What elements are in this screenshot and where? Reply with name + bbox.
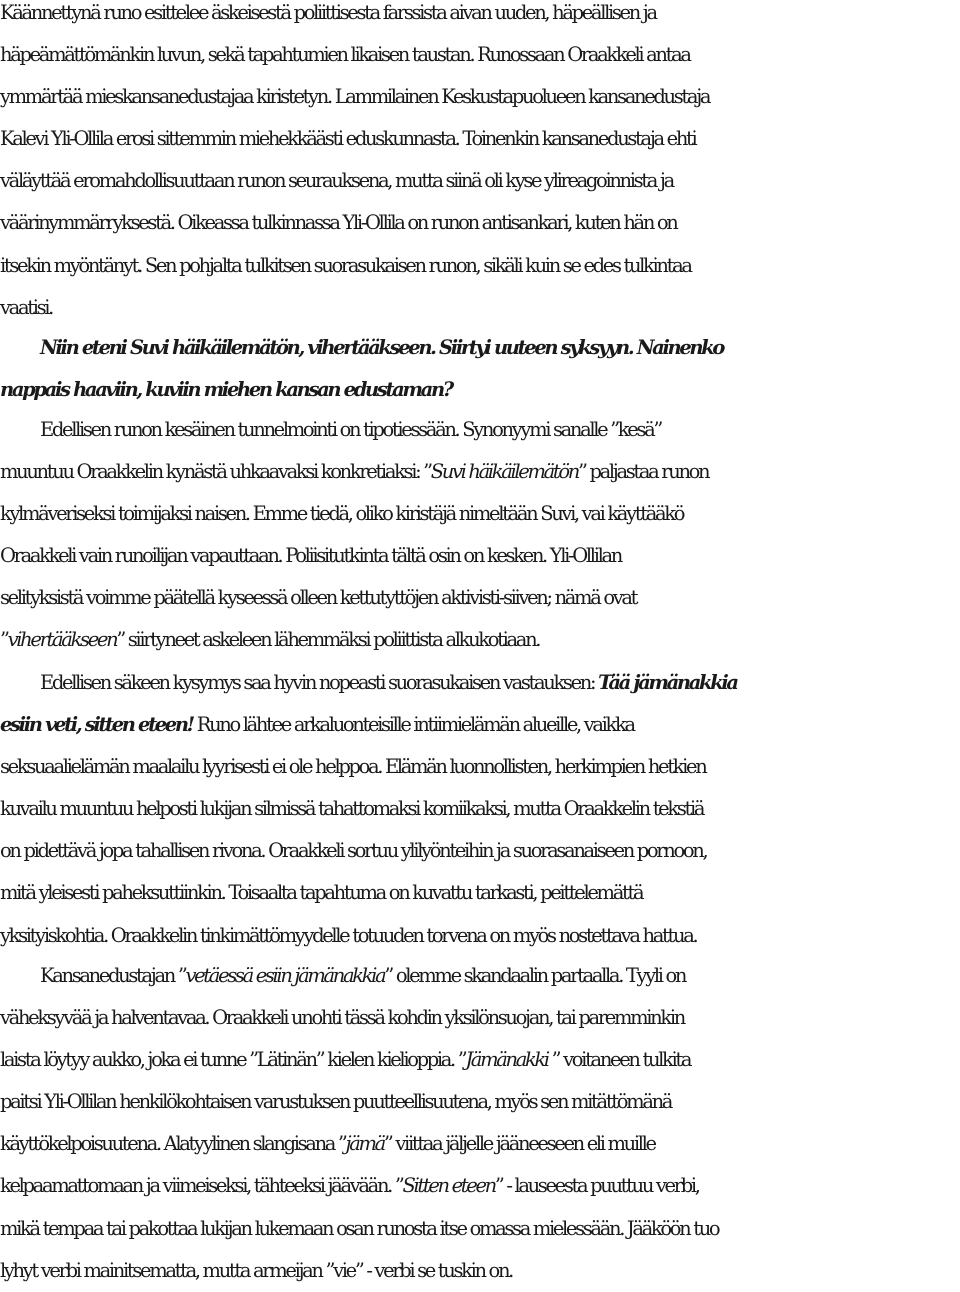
text-line [0, 704, 960, 746]
text-line: Oraakkeli vain runoilijan vapauttaan. Poliisitutkinta tältä osin on kesken. Yli-Ollilan [0, 544, 621, 568]
text-line: Käännettynä runo esittelee äskeisestä poliittisesta farssista aivan uuden, häpeällisen ja [0, 1, 656, 24]
italic-run: jämä [345, 1132, 384, 1156]
text-line [0, 1123, 960, 1165]
text-line [0, 619, 960, 661]
text-line [0, 662, 960, 704]
text-run: ” - lauseesta puuttuu verbi, [494, 1174, 699, 1198]
poem-quote [0, 327, 960, 411]
text-run: ” siirtyneet askeleen lähemmäksi poliittista alkukotiaan. [116, 628, 540, 652]
text-run: kelpaamattomaan ja viimeiseksi, tähteeksi jäävään. ” [0, 1174, 403, 1198]
text-run: Edellisen säkeen kysymys saa hyvin nopeasti suorasukaisen vastauksen: [40, 671, 599, 694]
paragraph-5 [0, 955, 960, 1292]
text-run: käyttökelpoisuutena. Alatyylinen slangisana ” [0, 1132, 346, 1156]
text-line: vaatisi. [0, 295, 52, 319]
text-run: ” paljastaa runon [578, 460, 709, 484]
text-run: ” olemme skandaalin partaalla. Tyyli on [384, 964, 686, 987]
text-line: nappais haaviin, kuviin miehen kansan edustaman? [0, 378, 452, 402]
text-run: ” viittaa jäljelle jääneeseen eli muille [383, 1132, 655, 1156]
paragraph-4 [0, 662, 960, 957]
text-line: Niin eteni Suvi häikäilemätön, vihertääkseen. Siirtyi uuteen syksyyn. Nainenko [40, 336, 724, 359]
italic-run: vetäessä esiin jämänakkia [185, 964, 385, 987]
text-line: yksityiskohtia. Oraakkelin tinkimättömyydelle totuuden torvena on myös nostettava hattua. [0, 923, 697, 947]
text-line: mitä yleisesti paheksuttiinkin. Toisaalta tapahtuma on kuvattu tarkasti, peittelemättä [0, 881, 643, 905]
text-run: Runo lähtee arkaluonteisille intiimielämän alueille, vaikka [192, 713, 634, 737]
italic-run: Sitten eteen [402, 1174, 495, 1198]
text-line: Edellisen runon kesäinen tunnelmointi on tipotiessään. Synonyymi sanalle ”kesä” [40, 418, 662, 441]
text-line: kuvailu muuntuu helposti lukijan silmissä tahattomaksi komiikaksi, mutta Oraakkelin tekstiä [0, 797, 704, 821]
italic-run: Suvi häikäilemätön [430, 460, 578, 484]
paragraph-1 [0, 0, 960, 329]
text-line [0, 955, 960, 997]
bold-italic-run: Tää jämänakkia [598, 671, 737, 694]
text-run: muuntuu Oraakkelin kynästä uhkaavaksi konkretiaksi: ” [0, 460, 431, 484]
text-line [0, 1039, 960, 1081]
text-line: paitsi Yli-Ollilan henkilökohtaisen varustuksen puutteellisuutena, myös sen mitättömänä [0, 1090, 672, 1114]
text-line: selityksistä voimme päätellä kyseessä olleen kettutyttöjen aktivisti-siiven; nämä ovat [0, 586, 637, 610]
text-run: Kansanedustajan ” [40, 964, 186, 987]
text-line [0, 1165, 960, 1207]
text-line: väläyttää eromahdollisuuttaan runon seurauksena, mutta siinä oli kyse ylireagoinnista ja [0, 169, 673, 193]
text-run: ” [0, 628, 8, 652]
text-line: väheksyvää ja halventavaa. Oraakkeli unohti tässä kohdin yksilönsuojan, tai paremminkin [0, 1006, 684, 1030]
text-line [0, 451, 960, 493]
text-line: mikä tempaa tai pakottaa lukijan lukemaan osan runosta itse omassa mielessään. Jääköön tuo [0, 1216, 719, 1240]
text-line: seksuaalielämän maalailu lyyrisesti ei ole helppoa. Elämän luonnollisten, herkimpien hetkien [0, 755, 706, 779]
text-line: ymmärtää mieskansanedustajaa kiristetyn. Lammilainen Keskustapuolueen kansanedustaja [0, 85, 710, 109]
text-line: on pidettävä jopa tahallisen rivona. Oraakkeli sortuu ylilyönteihin ja suorasanaiseen pornoon, [0, 839, 707, 863]
text-line: itsekin myöntänyt. Sen pohjalta tulkitsen suorasukaisen runon, sikäli kuin se edes tulkintaa [0, 253, 691, 277]
text-line: lyhyt verbi mainitsematta, mutta armeijan ”vie” - verbi se tuskin on. [0, 1258, 513, 1282]
italic-run: Jämänakki [465, 1048, 552, 1072]
text-line: häpeämättömänkin luvun, sekä tapahtumien likaisen taustan. Runossaan Oraakkeli antaa [0, 43, 690, 67]
text-line: väärinymmärryksestä. Oikeassa tulkinnassa Yli-Ollila on runon antisankari, kuten hän on [0, 211, 677, 235]
paragraph-3 [0, 409, 960, 662]
text-run: laista löytyy aukko, joka ei tunne ”Lätinän” kielen kielioppia. ” [0, 1048, 466, 1072]
text-line: kylmäveriseksi toimijaksi naisen. Emme tiedä, oliko kiristäjä nimeltään Suvi, vai käyttääkö [0, 502, 684, 526]
text-run: ” voitaneen tulkita [551, 1048, 691, 1072]
italic-run: vihertääkseen [7, 628, 117, 652]
text-line: Kalevi Yli-Ollila erosi sittemmin miehekkäästi eduskunnasta. Toinenkin kansanedustaja ehti [0, 127, 696, 151]
bold-italic-run: esiin veti, sitten eteen! [0, 713, 193, 737]
